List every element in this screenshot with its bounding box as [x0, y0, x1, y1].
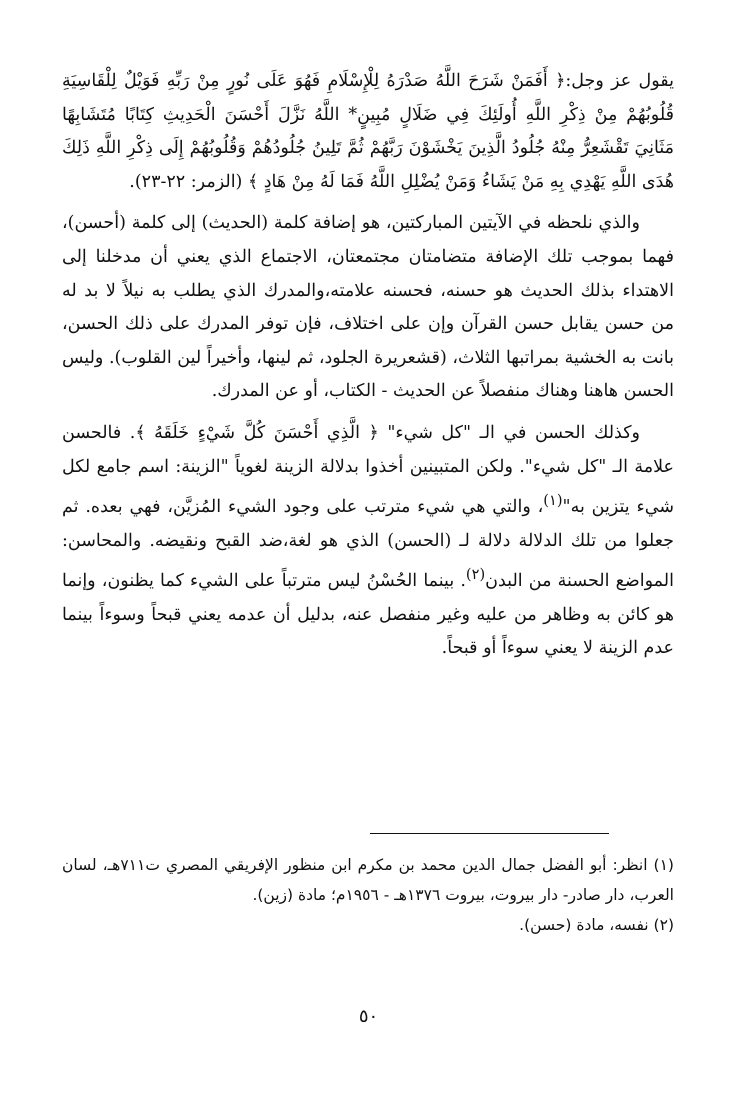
footnote-marker: (٢): [653, 916, 674, 934]
page-number: ٥٠: [358, 1006, 379, 1027]
paragraph-quran-verse: يقول عز وجل:﴿ أَفَمَنْ شَرَحَ اللَّهُ صَدْرَهُ لِلْإِسْلَامِ فَهُوَ عَلَى نُورٍ مِنْ رَبِّهِ فَوَيْلٌ لِلْقَاسِيَةِ قُلُوبُهُمْ مِنْ ذِكْرِ اللَّهِ أُولَئِكَ فِي ضَلَالٍ مُبِينٍ* اللَّهُ نَزَّلَ أَحْسَنَ الْحَدِيثِ كِتَابًا مُتَشَابِهًا مَثَانِيَ تَقْشَعِرُّ مِنْهُ جُلُودُ الَّذِينَ يَخْشَوْنَ رَبَّهُمْ ثُمَّ تَلِينُ جُلُودُهُمْ وَقُلُوبُهُمْ إِلَى ذِكْرِ اللَّهِ ذَلِكَ هُدَى اللَّهِ يَهْدِي بِهِ مَنْ يَشَاءُ وَمَنْ يُضْلِلِ اللَّهُ فَمَا لَهُ مِنْ هَادٍ ﴾ (الزمر: ٢٢-٢٣).: [62, 71, 674, 192]
paragraph-text: وكذلك الحسن في الـ "كل شيء" ﴿ الَّذِي أَحْسَنَ كُلَّ شَيْءٍ خَلَقَهُ ﴾. فالحسن علامة الـ "كل شيء". ولكن المتبينين أخذوا بدلالة الزينة لغوياً "الزينة: اسم جامع لكل شيء يتزين به": [62, 422, 674, 517]
paragraph-commentary: والذي نلحظه في الآيتين المباركتين، هو إضافة كلمة (الحديث) إلى كلمة (أحسن)، فهما بموجب تلك الإضافة متضامتان مجتمعتان، الاجتماع الذي يعني أن مدخلنا إلى الاهتداء بذلك الحديث هو حسنه، فحسنه علامته،والمدرك الذي يطلب به نيلاً لا بد له من حسن يقابل حسن القرآن وإن على اختلاف، فإن توفر المدرك على ذلك الحسن، بانت به الخشية بمراتبها الثلاث، (قشعريرة الجلود، ثم لينها، وأخيراً لين القلوب). وليس الحسن هاهنا وهناك منفصلاً عن الحديث - الكتاب، أو عن المدرك.: [62, 213, 674, 402]
footnote-ref-1[interactable]: (١): [543, 492, 563, 510]
footnote-text: نفسه، مادة (حسن).: [519, 916, 649, 934]
paragraph-beauty-discussion: [62, 417, 674, 666]
paragraph-text: ، والتي هي شيء مترتب على وجود الشيء المُزيَّن، فهي بعده. ثم جعلوا من تلك الدلالة دلالة لـ (الحسن) الذي هو لغة،ضد القبح ونقيضه. والمحاسن: المواضع الحسنة من البدن: [62, 496, 674, 591]
footnote-ref-2[interactable]: (٢): [465, 566, 486, 584]
footnote-1: [62, 850, 674, 910]
footnotes: [62, 850, 674, 940]
footnote-text: انظر: أبو الفضل جمال الدين محمد بن مكرم ابن منظور الإفريقي المصري ت٧١١هـ، لسان العرب، دار صادر- دار بيروت، بيروت ١٣٧٦هـ - ١٩٥٦م؛ مادة (زين).: [62, 856, 674, 904]
footnote-separator: [370, 833, 609, 834]
main-text: [62, 65, 674, 666]
footnote-marker: (١): [653, 856, 674, 874]
paragraph-text: . بينما الحُسْنُ ليس مترتباً على الشيء كما يظنون، وإنما هو كائن به وظاهر من عليه وغير منفصل عنه، بدليل أن عدمه يعني قبحاً وسوءاً بينما عدم الزينة لا يعني سوءاً أو قبحاً.: [62, 570, 674, 659]
footnote-2: [62, 910, 674, 940]
